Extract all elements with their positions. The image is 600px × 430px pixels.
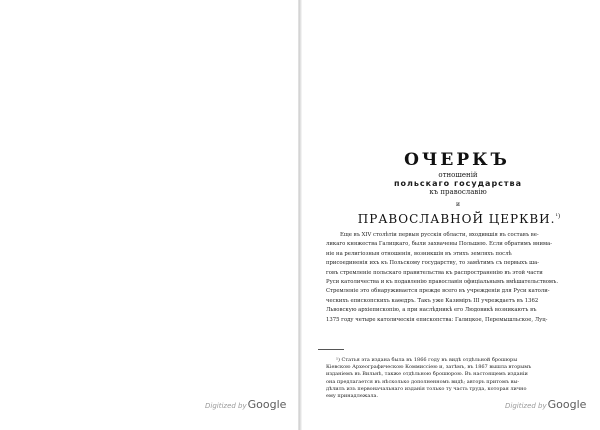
body-line: ніе на религіозныя отношенія, возникшія въ этихъ земляхъ послѣ bbox=[326, 250, 512, 257]
footnote-line: дѣлилъ изъ первоначальнаго изданія только ту часть труда, которая лично bbox=[326, 385, 527, 392]
watermark-prefix: Digitized by bbox=[505, 402, 547, 410]
footnote-line: изданіемъ въ Вильнѣ, также отдѣльною брошюрою. Въ настоящемъ изданіи bbox=[326, 371, 528, 378]
subtitle-line-2: польскаго государства bbox=[393, 179, 523, 188]
page-title: ОЧЕРКЪ bbox=[404, 150, 510, 170]
body-line: присоединенія ихъ къ Польскому государству, то замѣтимъ съ первыхъ ша- bbox=[326, 260, 540, 267]
footnote-line: она предлагается въ нѣсколько дополненномъ видѣ; авторъ притомъ вы- bbox=[326, 378, 520, 385]
body-line: ческихъ епископскихъ каѳедръ. Такъ уже Казиміръ III учреждаетъ въ 1362 bbox=[326, 297, 539, 304]
footnote-line: ему принадлежала. bbox=[326, 393, 379, 400]
body-line: Львовскую архіепископію, а при наслѣдникѣ его Людовикѣ возникаютъ въ bbox=[326, 307, 537, 314]
subtitle-line-1: отношеній bbox=[438, 171, 478, 179]
watermark-prefix: Digitized by bbox=[205, 402, 247, 410]
body-line: Стремленіе это обнаруживается прежде всего въ учрежденіи для Руси католи- bbox=[326, 288, 550, 295]
footnote-line: Кіевскою Археографическою Коммиссіею и, затѣмъ, въ 1867 вышла вторымъ bbox=[326, 364, 532, 371]
body-line: ликаго княжества Галицкаго, были захвачены Польшею. Если обратимъ внима- bbox=[326, 241, 553, 248]
body-paragraph bbox=[326, 231, 582, 325]
body-line: 1375 году четыре католическія епископства: Галицкое, Перемышльское, Луц- bbox=[326, 316, 548, 323]
body-line: Еще въ XIV столѣтіи первыя русскія области, входившія въ составъ ве- bbox=[340, 232, 539, 238]
right-page bbox=[318, 150, 580, 325]
body-line: говъ стремленіе польскаго правительства къ распространенію въ этой части bbox=[326, 269, 543, 276]
heading-footnote-marker: ¹) bbox=[555, 213, 561, 220]
subtitle-line-3: къ православію bbox=[429, 188, 487, 196]
watermark-brand: Google bbox=[247, 398, 287, 411]
gutter-edge bbox=[301, 0, 302, 430]
section-heading bbox=[338, 212, 580, 226]
watermark-brand: Google bbox=[547, 398, 587, 411]
section-heading-text: ПРАВОСЛАВНОЙ ЦЕРКВИ. bbox=[357, 212, 556, 226]
footnote-rule bbox=[318, 349, 344, 350]
footnote-line: ¹) Статья эта издана была въ 1866 году въ видѣ отдѣльной брошюры bbox=[336, 357, 518, 363]
body-line: Руси католичества и къ подавленію православія офиціальнымъ вмѣшательствомъ. bbox=[326, 279, 559, 286]
left-page-watermark bbox=[205, 398, 286, 411]
right-page-watermark bbox=[505, 398, 586, 411]
footnote bbox=[326, 357, 576, 400]
subtitle-conjunction: и bbox=[456, 201, 460, 208]
